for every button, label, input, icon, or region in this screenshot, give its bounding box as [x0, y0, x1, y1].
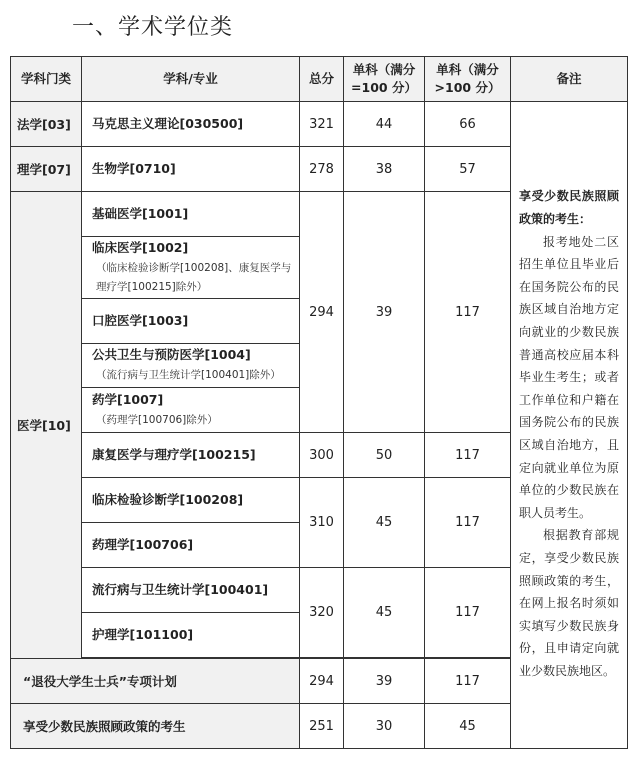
subject-cell [82, 344, 300, 388]
single-over-cell: 117 [425, 568, 511, 658]
subject-name: 马克思主义理论[030500] [92, 116, 244, 131]
subject-note: （药理学[100706]除外） [96, 413, 218, 426]
remark-paragraph-1: 报考地处二区招生单位且毕业后在国务院公布的民族区域自治地方定向就业的少数民族普通高校应届本科毕业生考生；或者工作单位和户籍在国务院公布的民族区域自治地方，且定向就业单位为原单位的少数民族在职人员考生。 [519, 234, 619, 520]
single-over-cell: 117 [425, 192, 511, 433]
special-plan-label: “退役大学生士兵”专项计划 [11, 659, 300, 704]
subject-name: 基础医学[1001] [92, 206, 189, 221]
total-cell: 251 [300, 704, 344, 749]
header-category: 学科门类 [11, 57, 82, 102]
total-cell: 294 [300, 659, 344, 704]
header-row [11, 57, 628, 102]
single-over-cell: 117 [425, 478, 511, 568]
subject-cell [82, 102, 300, 147]
single-100-cell: 39 [344, 192, 425, 433]
subject-note: （流行病与卫生统计学[100401]除外） [96, 369, 281, 381]
minority-policy-label: 享受少数民族照顾政策的考生 [11, 704, 300, 749]
single-over-cell: 117 [425, 659, 511, 704]
header-total: 总分 [300, 57, 344, 102]
subject-name: 临床医学[1002] [92, 239, 189, 255]
subject-cell [82, 147, 300, 192]
total-cell: 310 [300, 478, 344, 568]
subject-name: 康复医学与理疗学[100215] [92, 447, 256, 462]
single-100-cell: 45 [344, 568, 425, 658]
subject-name: 药理学[100706] [92, 537, 194, 552]
single-100-cell: 50 [344, 433, 425, 478]
total-cell: 300 [300, 433, 344, 478]
single-over-cell: 117 [425, 433, 511, 478]
total-cell: 278 [300, 147, 344, 192]
remark-cell [511, 102, 628, 749]
single-over-cell: 66 [425, 102, 511, 147]
header-remark: 备注 [511, 57, 628, 102]
subject-cell [82, 388, 300, 433]
subject-cell [82, 237, 300, 299]
subject-name: 临床检验诊断学[100208] [92, 492, 244, 507]
category-cell: 理学[07] [11, 147, 82, 192]
header-single-over-line1: 单科（满分 [436, 62, 499, 77]
subject-note: （临床检验诊断学[100208]、康复医学与理疗学[100215]除外） [96, 261, 292, 293]
category-cell: 法学[03] [11, 102, 82, 147]
single-over-cell: 45 [425, 704, 511, 749]
single-over-cell: 57 [425, 147, 511, 192]
table-row [11, 102, 628, 147]
subject-name: 流行病与卫生统计学[100401] [92, 582, 269, 597]
subject-cell [82, 433, 300, 478]
total-cell: 321 [300, 102, 344, 147]
subject-name: 护理学[101100] [92, 627, 194, 642]
header-single-over-line2: >100 分） [434, 80, 501, 95]
subject-name: 公共卫生与预防医学[1004] [92, 347, 251, 362]
subject-name: 口腔医学[1003] [92, 313, 189, 328]
subject-cell [82, 613, 300, 658]
page-title: 一、学术学位类 [72, 15, 234, 40]
subject-name: 生物学[0710] [92, 161, 176, 176]
subject-cell [82, 478, 300, 523]
header-single-100 [344, 57, 425, 102]
header-single-over [425, 57, 511, 102]
category-cell-medicine: 医学[10] [11, 192, 82, 659]
single-100-cell: 44 [344, 102, 425, 147]
score-table [10, 56, 628, 749]
header-single-100-line1: 单科（满分 [352, 62, 416, 77]
remark-paragraph-2: 根据教育部规定，享受少数民族照顾政策的考生，在网上报名时须如实填写少数民族身份，且申请定向就业少数民族地区。 [519, 528, 619, 678]
subject-cell [82, 523, 300, 568]
single-100-cell: 38 [344, 147, 425, 192]
subject-cell [82, 299, 300, 344]
total-cell: 320 [300, 568, 344, 658]
single-100-cell: 30 [344, 704, 425, 749]
header-single-100-line2: =100 分） [351, 80, 417, 95]
remark-title: 享受少数民族照顾政策的考生： [519, 189, 619, 227]
subject-cell [82, 568, 300, 613]
total-cell: 294 [300, 192, 344, 433]
subject-cell [82, 192, 300, 237]
subject-name: 药学[1007] [92, 391, 164, 407]
header-subject: 学科/专业 [82, 57, 300, 102]
single-100-cell: 45 [344, 478, 425, 568]
single-100-cell: 39 [344, 659, 425, 704]
